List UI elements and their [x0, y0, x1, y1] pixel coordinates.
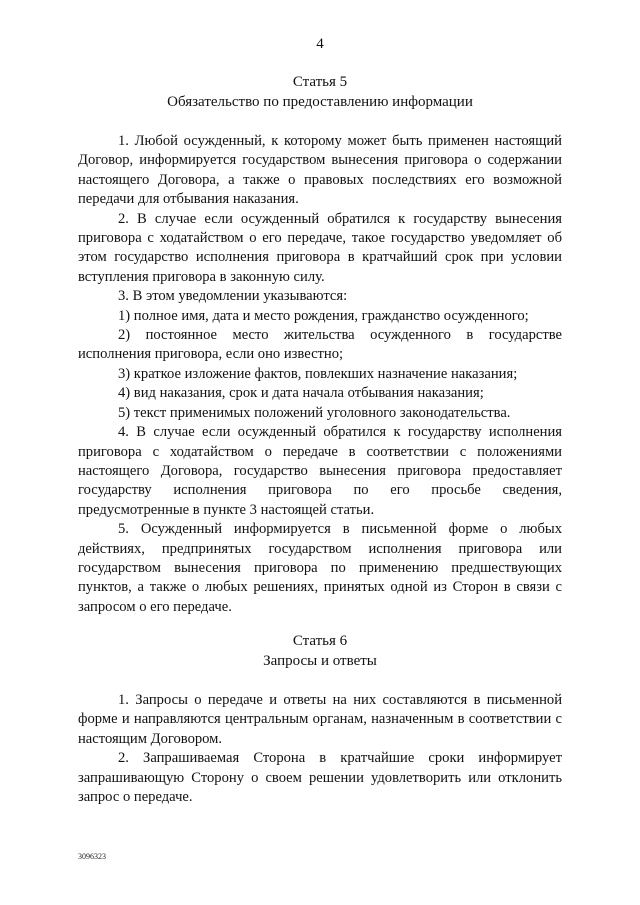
- article-6-title: Запросы и ответы: [263, 653, 377, 669]
- article-5-list-item: 2) постоянное место жительства осужденного в государстве исполнения приговора, если оно известно;: [78, 327, 562, 363]
- article-5-paragraph: 1. Любой осужденный, к которому может быть применен настоящий Договор, информируется государством вынесения приговора о содержании настоящего Договора, а также о правовых последствиях его возможной передачи для отбывания наказания.: [78, 133, 562, 208]
- article-5-list-item: 4) вид наказания, срок и дата начала отбывания наказания;: [118, 385, 484, 402]
- article-5-list-item: 3) краткое изложение фактов, повлекших назначение наказания;: [118, 365, 518, 382]
- article-5-paragraph: 5. Осужденный информируется в письменной форме о любых действиях, предпринятых государством исполнения приговора или государством вынесения приговора по применению предшествующих пунктов, а также о любых решениях, принятых одной из Сторон в связи с запросом о его передаче.: [78, 521, 562, 615]
- article-6-paragraph: 2. Запрашиваемая Сторона в кратчайшие сроки информирует запрашивающую Сторону о своем решении удовлетворить или отклонить запрос о передаче.: [78, 750, 562, 806]
- article-5: [78, 72, 562, 617]
- article-6-body: [78, 691, 562, 807]
- article-5-paragraph: 3. В этом уведомлении указываются:: [118, 288, 348, 305]
- article-5-list-item: 1) полное имя, дата и место рождения, гражданство осужденного;: [118, 307, 529, 324]
- article-6-paragraph: 1. Запросы о передаче и ответы на них составляются в письменной форме и направляются центральным органам, назначенным в соответствии с настоящим Договором.: [78, 692, 562, 747]
- article-6-number: Статья 6: [292, 633, 348, 649]
- article-5-body: [78, 132, 562, 617]
- page-number: 4: [316, 36, 324, 52]
- article-5-paragraph: 2. В случае если осужденный обратился к государству вынесения приговора с ходатайством о его передаче, такое государство уведомляет об этом государство исполнения приговора в кратчайший срок при условии вступления приговора в законную силу.: [78, 210, 562, 285]
- document-code: 3096323: [78, 852, 106, 861]
- article-5-number: Статья 5: [292, 74, 348, 90]
- article-5-list-item: 5) текст применимых положений уголовного законодательства.: [118, 404, 511, 421]
- article-5-paragraph: 4. В случае если осужденный обратился к государству исполнения приговора с ходатайством о передаче в соответствии с положениями настоящего Договора, государство вынесения приговора предоставляет государству исполнения приговора по его просьбе сведения, предусмотренные в пункте 3 настоящей статьи.: [78, 424, 562, 518]
- article-5-title: Обязательство по предоставлению информации: [167, 94, 473, 110]
- article-6: [78, 631, 562, 807]
